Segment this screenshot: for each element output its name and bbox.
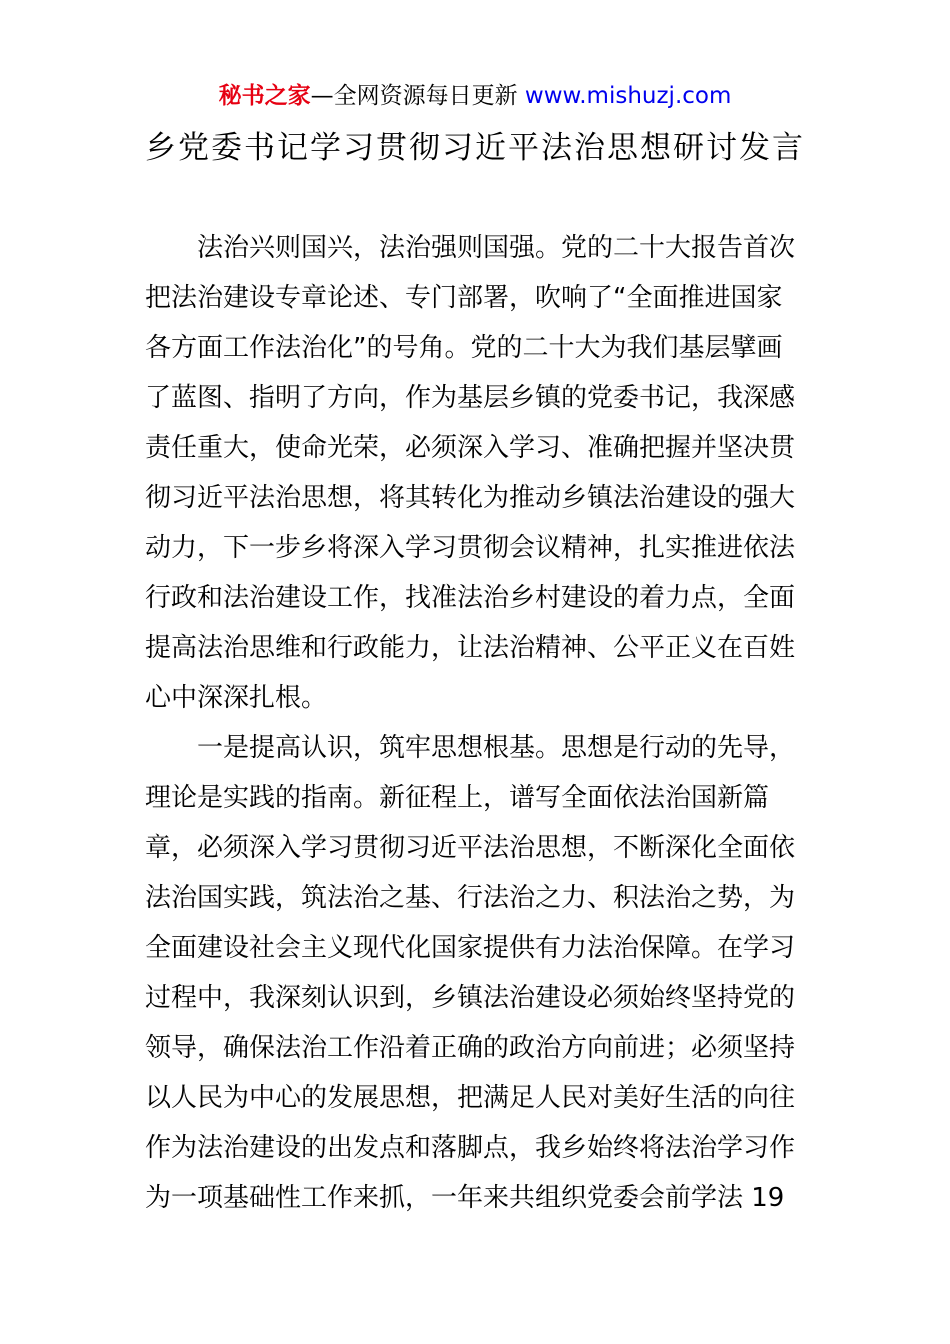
- body-line: 全面建设社会主义现代化国家提供有力法治保障。在学习: [145, 933, 796, 963]
- site-header: [0, 80, 950, 112]
- document-title: 乡党委书记学习贯彻习近平法治思想研讨发言: [145, 130, 805, 166]
- body-line: 彻习近平法治思想，将其转化为推动乡镇法治建设的强大: [145, 483, 796, 513]
- body-line: 责任重大，使命光荣，必须深入学习、准确把握并坚决贯: [145, 433, 796, 463]
- body-line: 为一项基础性工作来抓，一年来共组织党委会前学法 19: [145, 1183, 785, 1213]
- body-line: 过程中，我深刻认识到，乡镇法治建设必须始终坚持党的: [145, 983, 796, 1013]
- body-line: 把法治建设专章论述、专门部署，吹响了“全面推进国家: [145, 283, 783, 313]
- body-line: 各方面工作法治化”的号角。党的二十大为我们基层擘画: [145, 333, 783, 363]
- body-line: 了蓝图、指明了方向，作为基层乡镇的党委书记，我深感: [145, 383, 796, 413]
- body-line: 以人民为中心的发展思想，把满足人民对美好生活的向往: [145, 1083, 796, 1113]
- body-line: 章，必须深入学习贯彻习近平法治思想，不断深化全面依: [145, 833, 796, 863]
- body-line: 一是提高认识，筑牢思想根基。思想是行动的先导，: [145, 733, 796, 763]
- site-url-link[interactable]: www.mishuzj.com: [524, 83, 732, 109]
- document-body: [145, 223, 815, 1223]
- body-line: 提高法治思维和行政能力，让法治精神、公平正义在百姓: [145, 633, 796, 663]
- body-line: 行政和法治建设工作，找准法治乡村建设的着力点，全面: [145, 583, 796, 613]
- body-line: 心中深深扎根。: [145, 683, 328, 713]
- body-line: 作为法治建设的出发点和落脚点，我乡始终将法治学习作: [145, 1133, 796, 1163]
- body-line: 动力，下一步乡将深入学习贯彻会议精神，扎实推进依法: [145, 533, 796, 563]
- body-line: 领导，确保法治工作沿着正确的政治方向前进；必须坚持: [145, 1033, 796, 1063]
- site-brand: 秘书之家: [218, 83, 311, 109]
- body-line: 法治兴则国兴，法治强则国强。党的二十大报告首次: [145, 233, 796, 263]
- body-line: 理论是实践的指南。新征程上，谱写全面依法治国新篇: [145, 783, 770, 813]
- body-line: 法治国实践，筑法治之基、行法治之力、积法治之势，为: [145, 883, 796, 913]
- site-tagline: —全网资源每日更新: [310, 83, 518, 109]
